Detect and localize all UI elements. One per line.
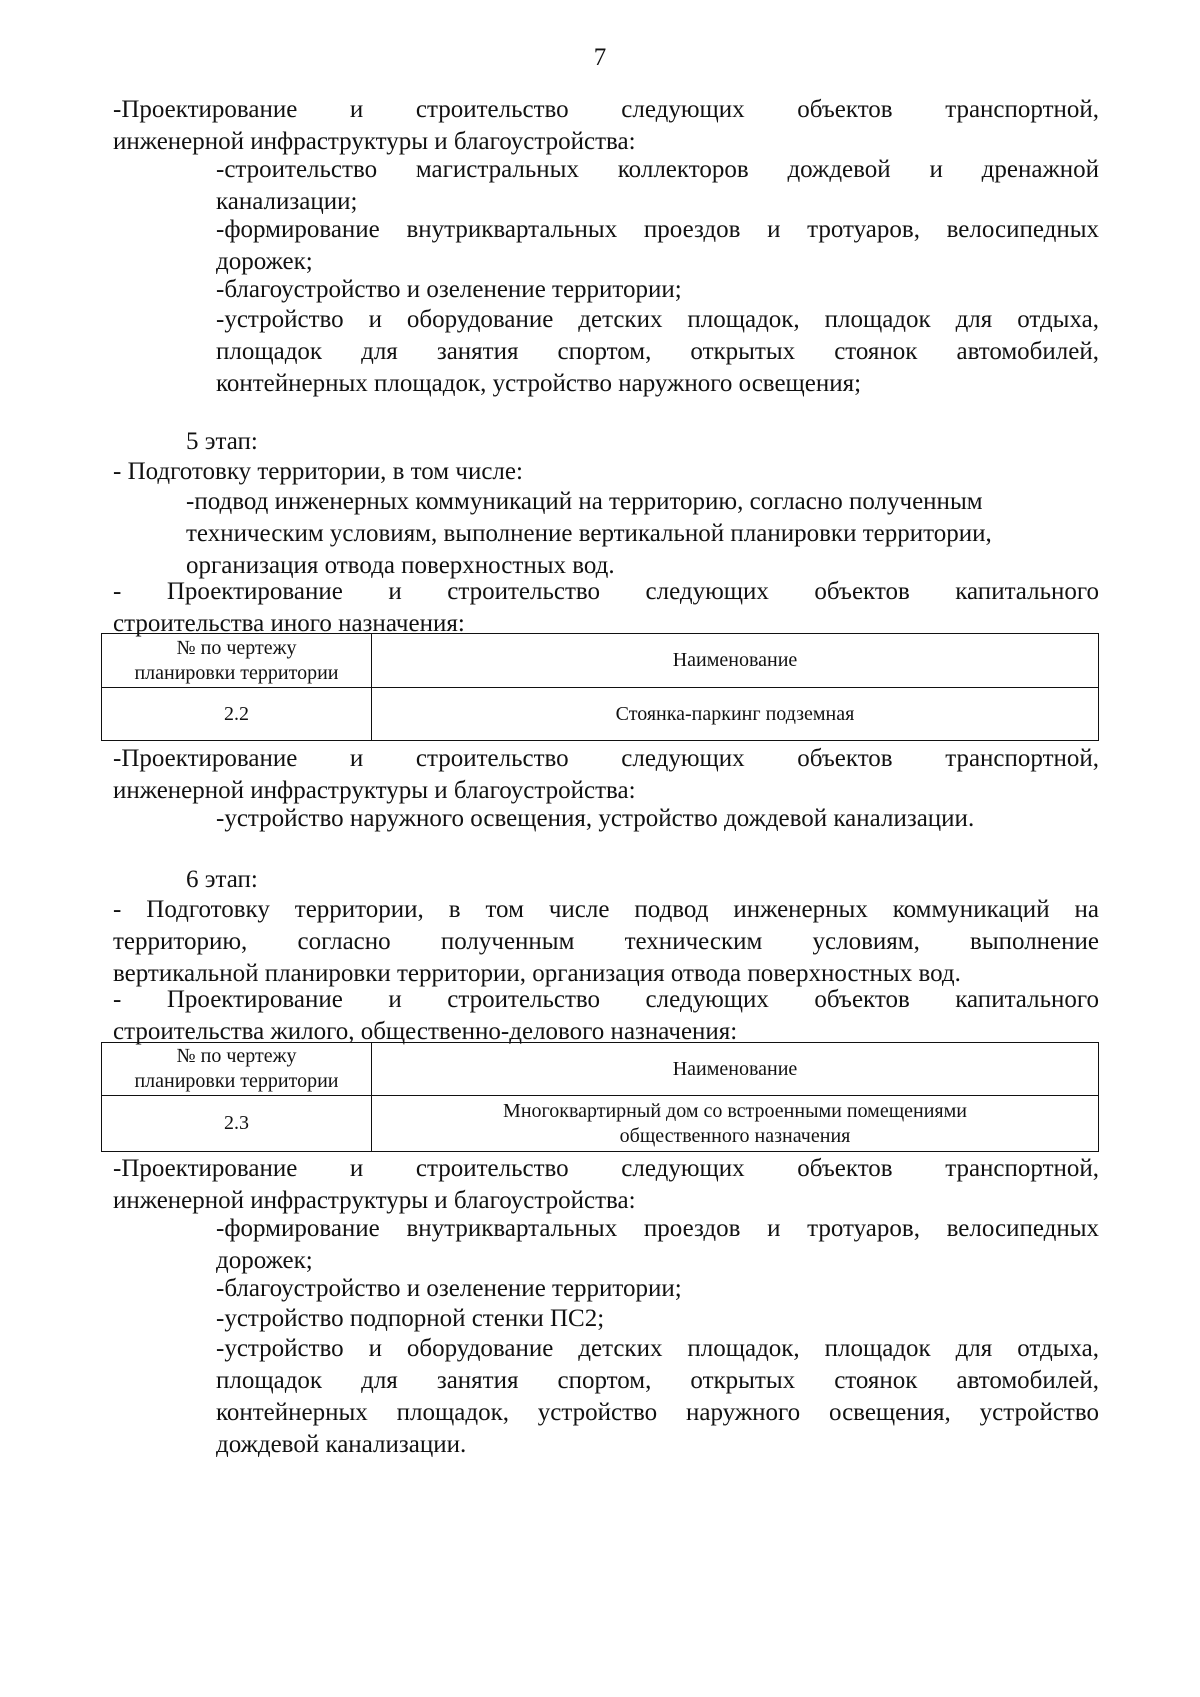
paragraph [113, 894, 1099, 990]
text-line: - Проектирование и строительство следующих объектов капитального [113, 986, 1099, 1013]
stage-title: 5 этап: [186, 428, 258, 455]
table-header-row [102, 1043, 1099, 1096]
text-line: строительства иного назначения: [113, 610, 465, 637]
text-line: дорожек; [216, 1247, 313, 1274]
header-text: № по чертежу [176, 636, 297, 659]
list-item [216, 1303, 1099, 1335]
paragraph [113, 984, 1099, 1048]
table-cell: 2.2 [102, 688, 372, 741]
text-line: -устройство и оборудование детских площадок, площадок для отдыха, [216, 1335, 1099, 1362]
table-row [102, 1096, 1099, 1152]
table-header-row [102, 634, 1099, 688]
text-line: техническим условиям, выполнение вертикальной планировки территории, [186, 520, 992, 547]
paragraph [113, 1153, 1099, 1217]
paragraph [113, 576, 1099, 640]
table-header-cell: Наименование [372, 634, 1099, 688]
text-line: -устройство подпорной стенки ПС2; [216, 1305, 605, 1332]
text-line: -строительство магистральных коллекторов дождевой и дренажной [216, 156, 1099, 183]
text-line: -благоустройство и озеленение территории; [216, 1275, 682, 1302]
text-line: территорию, согласно полученным техническим условиям, выполнение [113, 928, 1099, 955]
paragraph [113, 456, 1099, 488]
header-text: № по чертежу [176, 1045, 297, 1067]
header-text: планировки территории [134, 1070, 339, 1092]
text-line: -устройство и оборудование детских площадок, площадок для отдыха, [216, 306, 1099, 333]
header-text: планировки территории [134, 661, 339, 684]
list-item [216, 1213, 1099, 1277]
text-line: -благоустройство и озеленение территории; [216, 276, 682, 303]
text-line: канализации; [216, 188, 358, 215]
text-line: -Проектирование и строительство следующих объектов транспортной, [113, 1155, 1099, 1182]
list-item [216, 274, 1099, 306]
list-item [216, 1273, 1099, 1305]
text-line: площадок для занятия спортом, открытых стоянок автомобилей, [216, 1367, 1099, 1394]
text-line: площадок для занятия спортом, открытых стоянок автомобилей, [216, 338, 1099, 365]
text-line: - Подготовку территории, в том числе подвод инженерных коммуникаций на [113, 896, 1099, 923]
text-line: контейнерных площадок, устройство наружного освещения; [216, 370, 862, 397]
text-line: дорожек; [216, 248, 313, 275]
text-line: инженерной инфраструктуры и благоустройства: [113, 1187, 636, 1214]
table-header-cell: Наименование [372, 1043, 1099, 1096]
text-line: -формирование внутриквартальных проездов и тротуаров, велосипедных [216, 216, 1099, 243]
text-line: контейнерных площадок, устройство наружного освещения, устройство [216, 1399, 1099, 1426]
text-line: вертикальной планировки территории, организация отвода поверхностных вод. [113, 960, 961, 987]
stage-title: 6 этап: [186, 866, 258, 893]
objects-table [101, 1042, 1099, 1152]
list-item [216, 304, 1099, 400]
cell-text: Многоквартирный дом со встроенными помещениями [503, 1099, 967, 1122]
list-item [216, 154, 1099, 218]
table-row [102, 688, 1099, 741]
paragraph [113, 743, 1099, 807]
text-line: организация отвода поверхностных вод. [186, 552, 615, 579]
text-line: - Проектирование и строительство следующих объектов капитального [113, 578, 1099, 605]
list-item [216, 803, 1099, 835]
text-line: -подвод инженерных коммуникаций на территорию, согласно полученным [186, 488, 983, 515]
table-cell: 2.3 [102, 1096, 372, 1152]
objects-table [101, 633, 1099, 741]
page-number: 7 [593, 44, 607, 71]
list-item [186, 486, 1099, 582]
table-header-cell [102, 634, 372, 688]
table-cell: Стоянка-паркинг подземная [372, 688, 1099, 741]
text-line: -Проектирование и строительство следующих объектов транспортной, [113, 745, 1099, 772]
text-line: -устройство наружного освещения, устройство дождевой канализации. [216, 805, 975, 832]
text-line: инженерной инфраструктуры и благоустройства: [113, 777, 636, 804]
text-line: строительства жилого, общественно-делового назначения: [113, 1018, 738, 1045]
section-heading [113, 94, 1099, 158]
table-cell [372, 1096, 1099, 1152]
table-header-cell [102, 1043, 372, 1096]
cell-text: общественного назначения [619, 1124, 851, 1147]
list-item [216, 1333, 1099, 1461]
text-line: - Подготовку территории, в том числе: [113, 458, 523, 485]
list-item [216, 214, 1099, 278]
text-line: дождевой канализации. [216, 1431, 467, 1458]
text-line: -формирование внутриквартальных проездов и тротуаров, велосипедных [216, 1215, 1099, 1242]
text-line: -Проектирование и строительство следующих объектов транспортной, [113, 96, 1099, 123]
text-line: инженерной инфраструктуры и благоустройства: [113, 128, 636, 155]
